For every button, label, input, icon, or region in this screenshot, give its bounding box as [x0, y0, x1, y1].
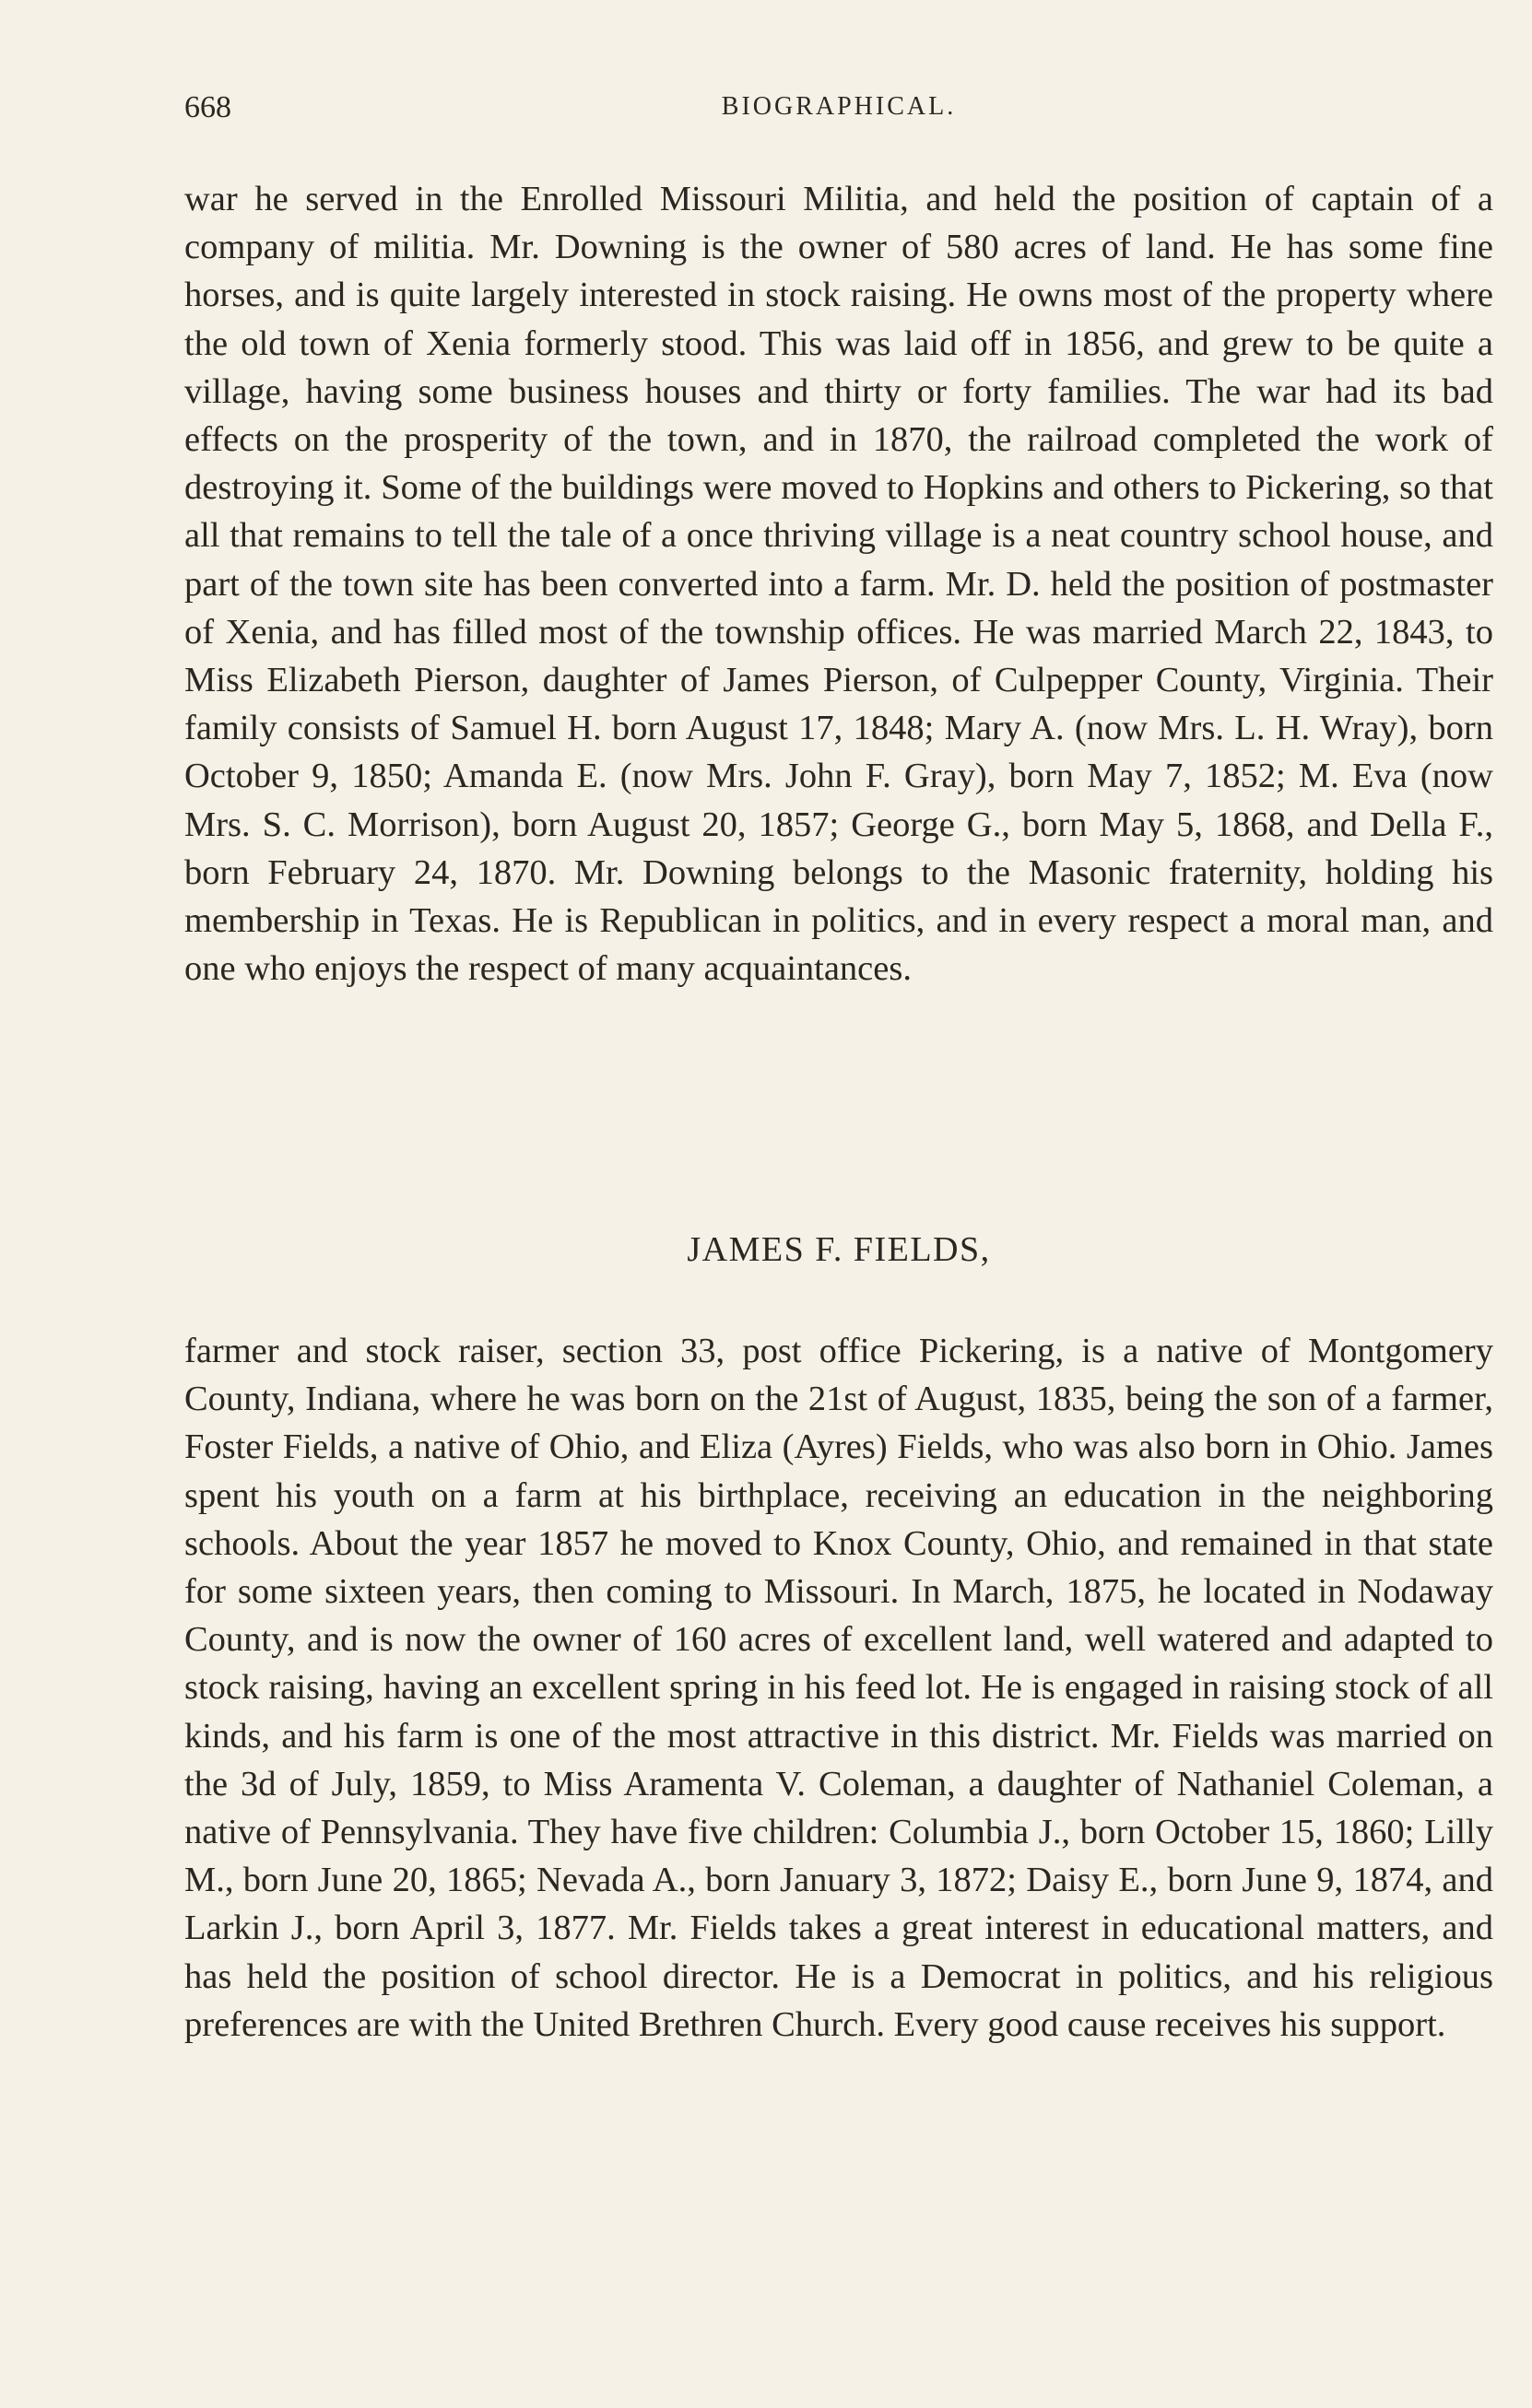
page-number: 668: [184, 90, 231, 124]
downing-biography-continued: [184, 175, 1493, 993]
running-head: BIOGRAPHICAL.: [721, 92, 957, 121]
paragraph: war he served in the Enrolled Missouri Militia, and held the position of captain of a company of militia. Mr. Downing is the owner of 580 acres of land. He has some fine horses, and is quite largely interested in stock raising. He owns most of the property where the old town of Xenia formerly stood. This was laid off in 1856, and grew to be quite a village, having some business houses and thirty or forty families. The war had its bad effects on the prosperity of the town, and in 1870, the railroad completed the work of destroying it. Some of the buildings were moved to Hopkins and others to Pickering, so that all that remains to tell the tale of a once thriving village is a neat country school house, and part of the town site has been converted into a farm. Mr. D. held the position of postmaster of Xenia, and has filled most of the township offices. He was married March 22, 1843, to Miss Elizabeth Pierson, daughter of James Pierson, of Culpepper County, Virginia. Their family consists of Samuel H. born August 17, 1848; Mary A. (now Mrs. L. H. Wray), born October 9, 1850; Amanda E. (now Mrs. John F. Gray), born May 7, 1852; M. Eva (now Mrs. S. C. Morrison), born August 20, 1857; George G., born May 5, 1868, and Della F., born February 24, 1870. Mr. Downing belongs to the Masonic fraternity, holding his membership in Texas. He is Republican in politics, and in every respect a moral man, and one who enjoys the respect of many acquaintances.: [184, 180, 1493, 989]
page-header: [184, 90, 1493, 146]
section-heading: JAMES F. FIELDS,: [687, 1230, 991, 1269]
fields-biography: [184, 1327, 1493, 2049]
paragraph: farmer and stock raiser, section 33, post office Pickering, is a native of Montgomery County, Indiana, where he was born on the 21st of August, 1835, being the son of a farmer, Foster Fields, a native of Ohio, and Eliza (Ayres) Fields, who was also born in Ohio. James spent his youth on a farm at his birthplace, receiving an education in the neighboring schools. About the year 1857 he moved to Knox County, Ohio, and remained in that state for some sixteen years, then coming to Missouri. In March, 1875, he located in Nodaway County, and is now the owner of 160 acres of excellent land, well watered and adapted to stock raising, having an excellent spring in his feed lot. He is engaged in raising stock of all kinds, and his farm is one of the most attractive in this district. Mr. Fields was married on the 3d of July, 1859, to Miss Aramenta V. Coleman, a daughter of Nathaniel Coleman, a native of Pennsylvania. They have five children: Columbia J., born October 15, 1860; Lilly M., born June 20, 1865; Nevada A., born January 3, 1872; Daisy E., born June 9, 1874, and Larkin J., born April 3, 1877. Mr. Fields takes a great interest in educational matters, and has held the position of school director. He is a Democrat in politics, and his religious preferences are with the United Brethren Church. Every good cause receives his support.: [184, 1332, 1493, 2044]
